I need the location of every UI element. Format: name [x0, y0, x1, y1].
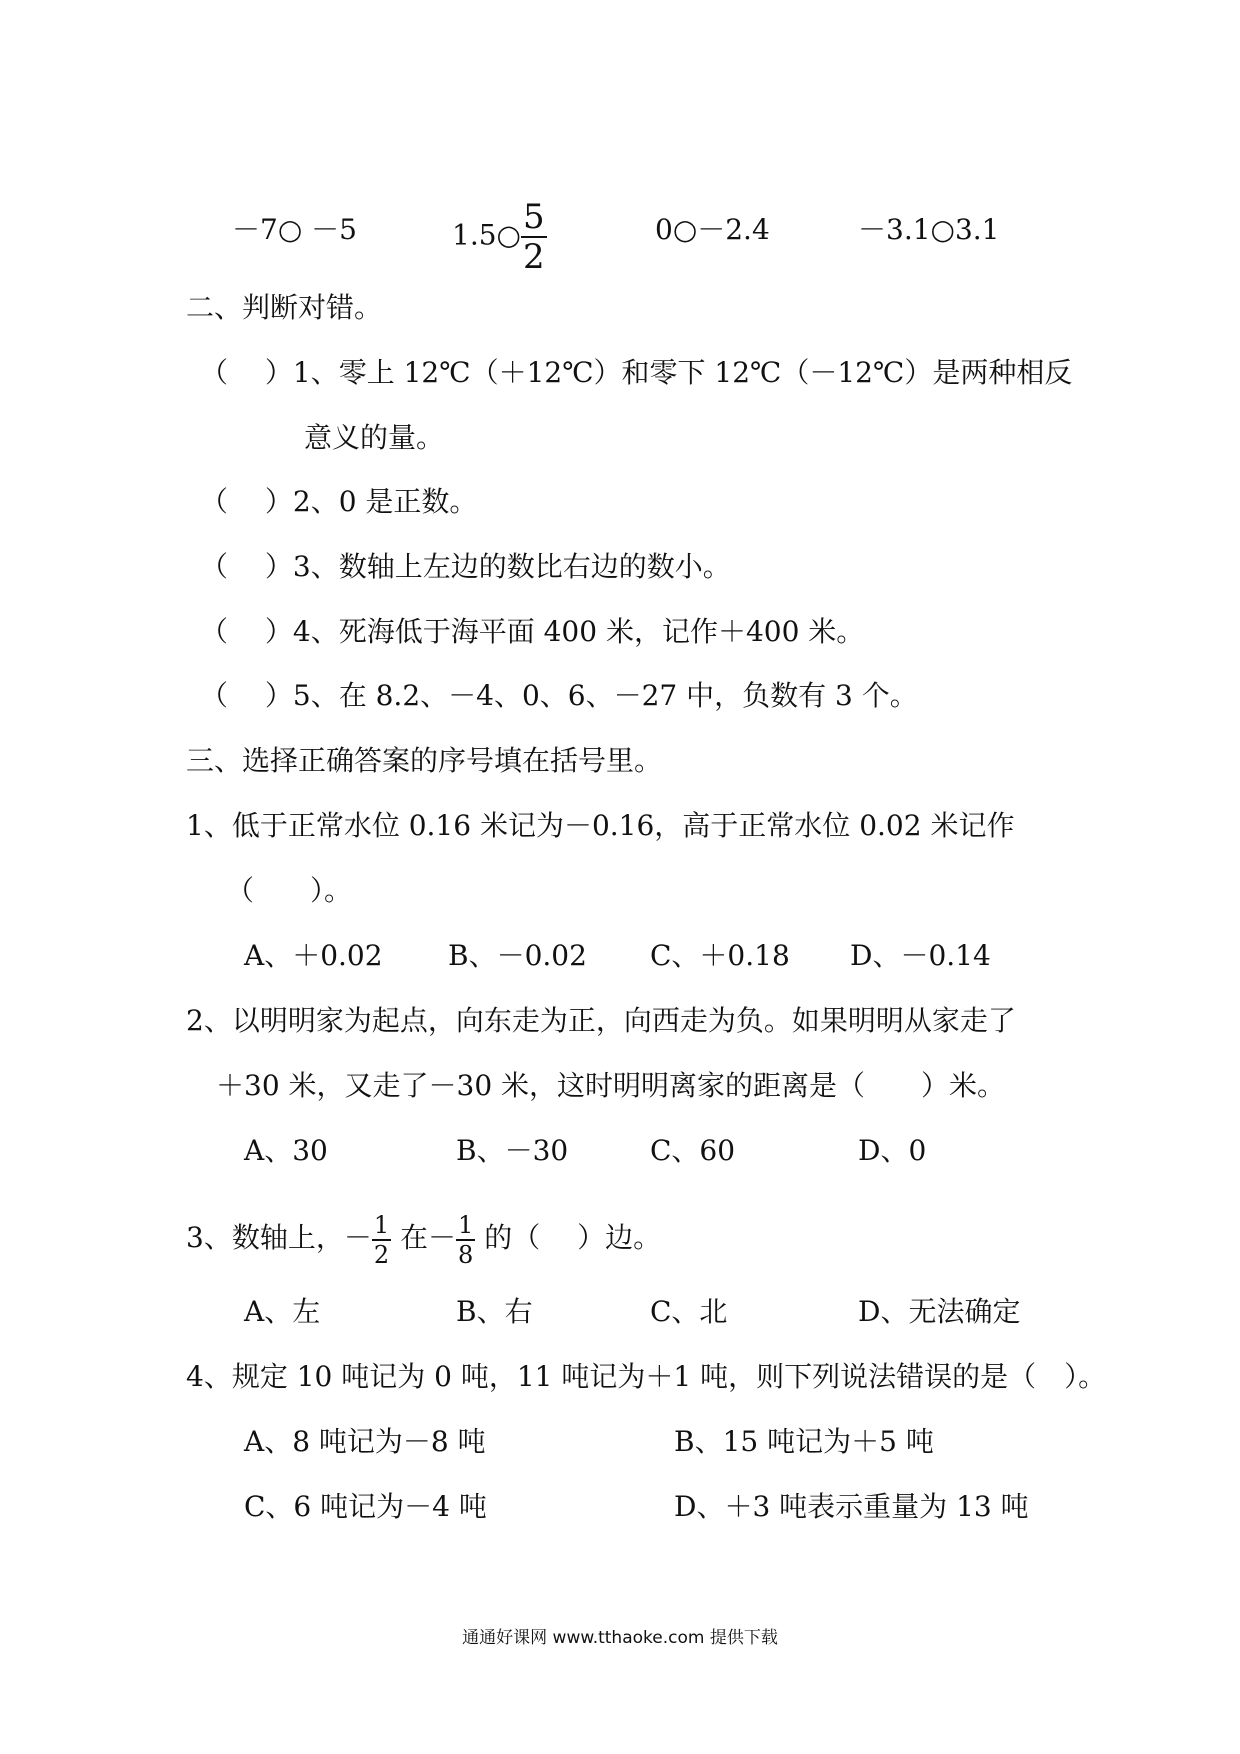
choice-4-option-a: A、8 吨记为－8 吨	[244, 1425, 486, 1458]
judge-question-5: （ ）5、在 8.2、－4、0、6、－27 中，负数有 3 个。	[200, 679, 918, 712]
compare-item-d: －3.1○3.1	[858, 213, 1000, 246]
choice-2-option-a: A、30	[244, 1134, 328, 1167]
compare-item-b	[452, 197, 547, 277]
choice-2-option-b: B、－30	[456, 1134, 569, 1167]
choice-question-2-line1: 2、以明明家为起点，向东走为正，向西走为负。如果明明从家走了	[186, 1004, 1016, 1037]
section2-title: 二、判断对错。	[186, 291, 383, 324]
choice-4-option-d: D、＋3 吨表示重量为 13 吨	[674, 1490, 1029, 1523]
choice-3-option-a: A、左	[244, 1295, 321, 1328]
choice-1-option-c: C、＋0.18	[650, 939, 790, 972]
choice-question-1-line1: 1、低于正常水位 0.16 米记为－0.16，高于正常水位 0.02 米记作	[186, 809, 1015, 842]
choice-question-2-line2: ＋30 米，又走了－30 米，这时明明离家的距离是（ ）米。	[216, 1069, 1006, 1102]
choice-3-option-b: B、右	[456, 1295, 533, 1328]
choice-question-3	[186, 1205, 661, 1271]
choice-question-3-suffix: 的（ ）边。	[484, 1221, 662, 1254]
compare-item-c: 0○－2.4	[655, 213, 770, 246]
fraction-1-8	[456, 1210, 475, 1269]
compare-item-a: －7○ －5	[232, 213, 357, 246]
judge-question-2: （ ）2、0 是正数。	[200, 485, 478, 518]
fraction-denominator: 2	[373, 1240, 390, 1269]
page-footer: 通通好课网 www.tthaoke.com 提供下载	[462, 1628, 778, 1648]
judge-question-4: （ ）4、死海低于海平面 400 米，记作＋400 米。	[200, 615, 865, 648]
choice-2-option-d: D、0	[858, 1134, 927, 1167]
section3-title: 三、选择正确答案的序号填在括号里。	[186, 744, 663, 777]
fraction-denominator: 8	[458, 1240, 474, 1269]
fraction-denominator: 2	[522, 237, 545, 277]
judge-question-1-line1: （ ）1、零上 12℃（＋12℃）和零下 12℃（－12℃）是两种相反	[200, 356, 1073, 389]
choice-question-3-prefix: 3、数轴上，－	[186, 1221, 372, 1254]
choice-question-1-line2: （ ）。	[226, 874, 353, 907]
choice-4-option-b: B、15 吨记为＋5 吨	[674, 1425, 934, 1458]
fraction-numerator: 1	[458, 1210, 474, 1239]
choice-question-3-mid: 在－	[400, 1221, 457, 1254]
judge-question-1-line2: 意义的量。	[304, 421, 445, 454]
choice-2-option-c: C、60	[650, 1134, 736, 1167]
choice-3-option-d: D、无法确定	[858, 1295, 1021, 1328]
choice-3-option-c: C、北	[650, 1295, 728, 1328]
compare-item-b-text: 1.5○	[452, 218, 521, 252]
fraction-numerator: 1	[373, 1210, 390, 1239]
fraction-1-2	[372, 1210, 391, 1269]
choice-1-option-a: A、＋0.02	[244, 939, 383, 972]
choice-1-option-b: B、－0.02	[448, 939, 587, 972]
choice-question-4: 4、规定 10 吨记为 0 吨，11 吨记为＋1 吨，则下列说法错误的是（ ）。	[186, 1360, 1107, 1393]
judge-question-3: （ ）3、数轴上左边的数比右边的数小。	[200, 550, 731, 583]
choice-1-option-d: D、－0.14	[850, 939, 991, 972]
fraction-5-2	[521, 197, 547, 277]
fraction-numerator: 5	[522, 197, 545, 237]
choice-4-option-c: C、6 吨记为－4 吨	[244, 1490, 487, 1523]
